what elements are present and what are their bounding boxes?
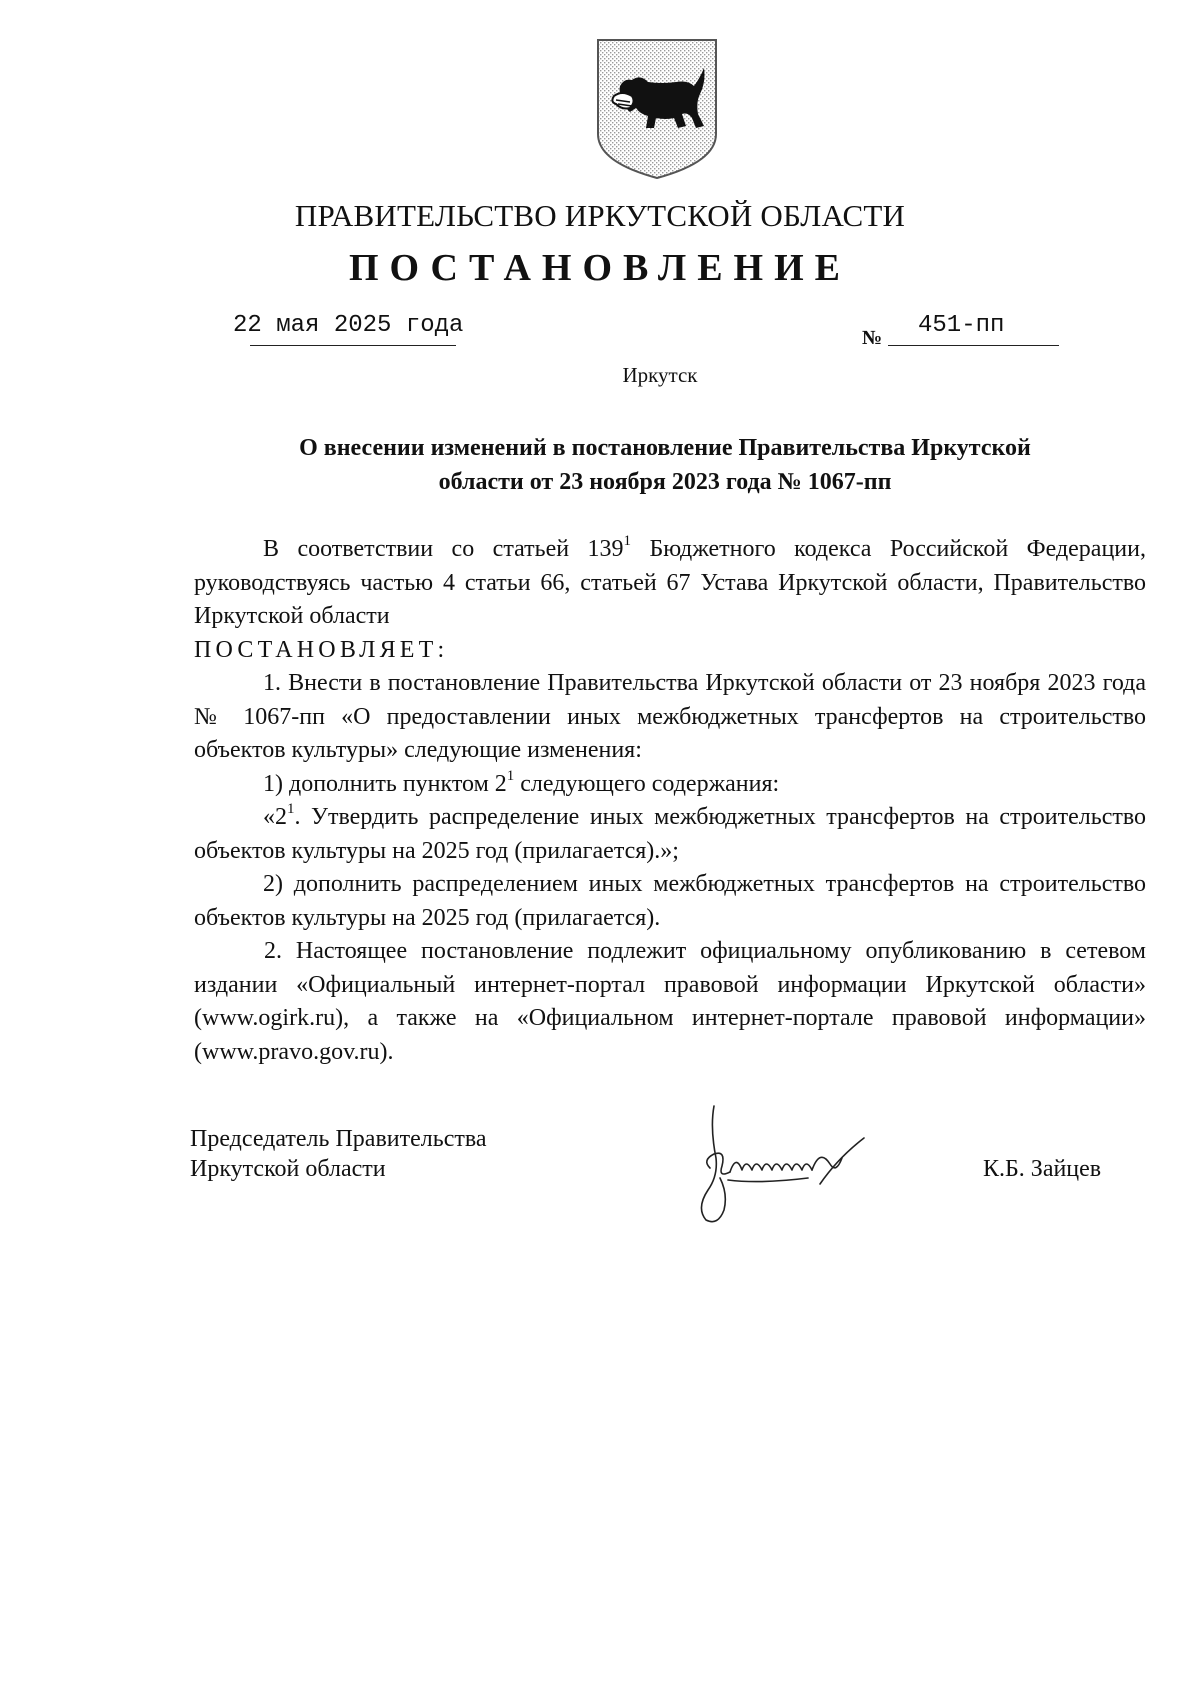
document-number: 451-пп: [918, 312, 1005, 339]
document-title: [195, 431, 1135, 499]
organization-name: ПРАВИТЕЛЬСТВО ИРКУТСКОЙ ОБЛАСТИ: [294, 198, 906, 233]
number-sign: №: [862, 327, 883, 349]
item-1-paragraph: 1. Внести в постановление Правительства Иркутской области от 23 ноября 2023 года № 1067-пп «О предоставлении иных межбюджетных трансфертов на строительство объектов культуры» следующие изменения:: [194, 670, 1146, 763]
number-underline: [888, 345, 1059, 346]
signatory-position-line-2: Иркутской области: [190, 1156, 386, 1182]
sub-item-1-paragraph: 1) дополнить пунктом $2^1$ следующего содержания:: [263, 767, 780, 797]
resolves-heading: ПОСТАНОВЛЯЕТ:: [194, 636, 449, 663]
signatory-name: К.Б. Зайцев: [983, 1156, 1102, 1182]
signatory-position-line-1: Председатель Правительства: [190, 1126, 487, 1152]
city: Иркутск: [622, 363, 698, 387]
coat-of-arms-icon: [596, 38, 718, 180]
title-line-2: области от 23 ноября 2023 года № 1067-пп: [438, 469, 892, 495]
sub-item-2-paragraph: 2) дополнить распределением иных межбюджетных трансфертов на строительство объектов культуры на 2025 год (прилагается).: [194, 871, 1146, 931]
document-body: [194, 533, 1146, 1069]
document-date: 22 мая 2025 года: [233, 312, 464, 339]
quoted-item-paragraph: «$2^1$. Утвердить распределение иных межбюджетных трансфертов на строительство объектов культуры на 2025 год (прилагается).»;: [194, 801, 1146, 864]
preamble-paragraph: В соответствии со статьей $139^1$ Бюджетного кодекса Российской Федерации, руководствуясь частью 4 статьи 66, статьей 67 Устава Иркутской области, Правительство Иркутской области: [194, 533, 1146, 629]
date-underline: [250, 345, 456, 346]
document-type: ПОСТАНОВЛЕНИЕ: [348, 247, 852, 289]
item-2-paragraph: 2. Настоящее постановление подлежит официальному опубликованию в сетевом издании «Официальный интернет-портал правовой информации Иркутской области» (www.ogirk.ru), а также на «Официальном интернет-портале правовой информации» (www.pravo.gov.ru).: [194, 938, 1146, 1065]
handwritten-signature-icon: [670, 1098, 910, 1228]
title-line-1: О внесении изменений в постановление Правительства Иркутской: [299, 435, 1031, 461]
